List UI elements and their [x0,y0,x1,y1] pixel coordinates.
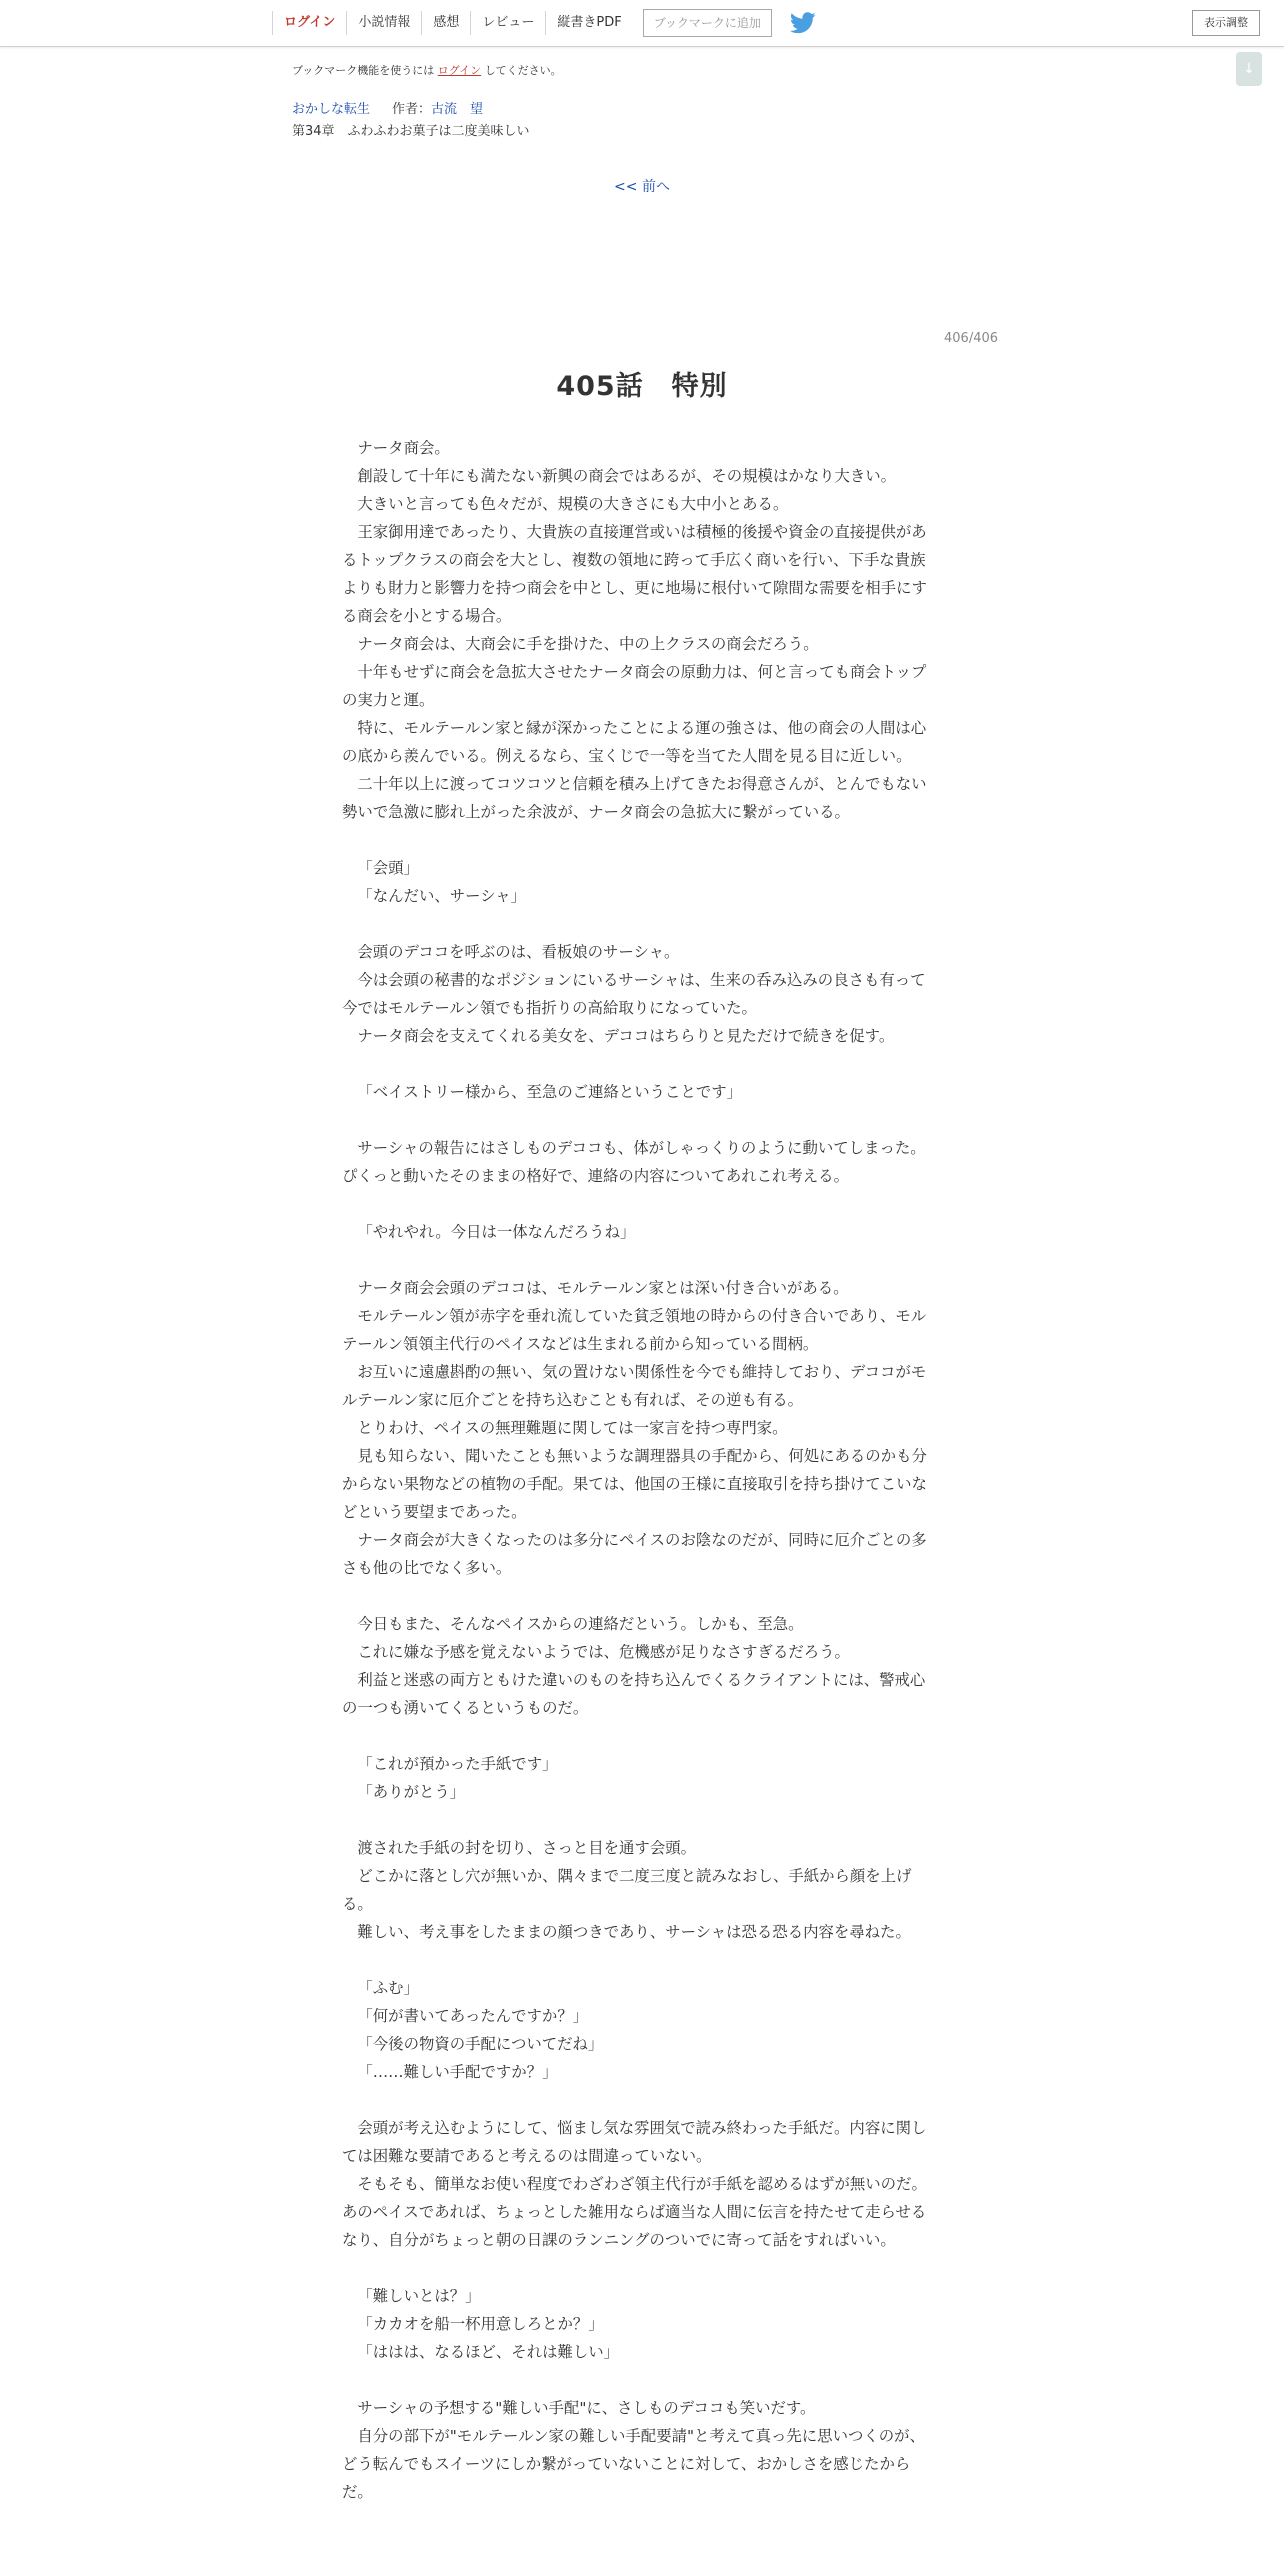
novel-paragraph: サーシャの予想する"難しい手配"に、さしものデココも笑いだす。 [357,2399,816,2417]
novel-paragraph: 会頭が考え込むようにして、悩まし気な雰囲気で読み終わった手紙だ。内容に関しては困難な要請であると考えるのは間違っていない。 [342,2119,927,2165]
blank-line [342,1246,936,1274]
novel-paragraph: 「これが預かった手紙です」 [357,1755,558,1773]
novel-paragraph: ナータ商会は、大商会に手を掛けた、中の上クラスの商会だろう。 [357,635,819,653]
blank-line [342,2366,936,2394]
notice-text-before: ブックマーク機能を使うには [292,64,435,77]
novel-header [292,98,483,117]
novel-paragraph: 大きいと言っても色々だが、規模の大きさにも大中小とある。 [357,495,789,513]
novel-paragraph: 十年もせずに商会を急拡大させたナータ商会の原動力は、何と言っても商会トップの実力と運。 [342,663,927,709]
nav-login-link[interactable]: ログイン [272,11,346,35]
top-navigation-bar [0,0,1284,47]
novel-paragraph: ナータ商会会頭のデココは、モルテールン家とは深い付き合いがある。 [357,1279,849,1297]
blank-line [342,826,936,854]
novel-paragraph: 特に、モルテールン家と縁が深かったことによる運の強さは、他の商会の人間は心の底から羨んでいる。例えるなら、宝くじで一等を当てた人間を見る目に近しい。 [342,719,927,765]
blank-line [342,2254,936,2282]
novel-paragraph: 「ははは、なるほど、それは難しい」 [357,2343,620,2361]
bookmark-login-notice [292,62,562,78]
novel-paragraph: 「ありがとう」 [357,1783,466,1801]
scroll-down-icon[interactable]: ↓ [1236,52,1262,86]
nav-review-link[interactable]: レビュー [470,11,545,35]
novel-paragraph: 自分の部下が"モルテールン家の難しい手配要請"と考えて真っ先に思いつくのが、どう転んでもスイーツにしか繋がっていないことに対して、おかしさを感じたからだ。 [342,2427,925,2501]
novel-paragraph: 創設して十年にも満たない新興の商会ではあるが、その規模はかなり大きい。 [357,467,897,485]
novel-paragraph: 「……難しい手配ですか？」 [357,2063,558,2081]
novel-paragraph: 「ふむ」 [357,1979,419,1997]
page-counter: 406/406 [944,331,999,346]
novel-paragraph: 「ベイストリー様から、至急のご連絡ということです」 [357,1083,743,1101]
novel-paragraph: 見も知らない、聞いたことも無いような調理器具の手配から、何処にあるのかも分からない果物などの植物の手配。果ては、他国の王様に直接取引を持ち掛けてこいなどという要望まであった。 [342,1447,927,1521]
chapter-title: 第34章 ふわふわお菓子は二度美味しい [292,124,530,139]
novel-paragraph: 今は会頭の秘書的なポジションにいるサーシャは、生来の呑み込みの良さも有って今ではモルテールン領でも指折りの高給取りになっていた。 [342,971,926,1017]
novel-paragraph: ナータ商会。 [357,439,450,457]
blank-line [342,1050,936,1078]
nav-pdf-link[interactable]: 縦書きPDF [545,11,632,35]
novel-paragraph: 「やれやれ。今日は一体なんだろうね」 [357,1223,636,1241]
novel-paragraph: 会頭のデココを呼ぶのは、看板娘のサーシャ。 [357,943,680,961]
author-label: 作者： [392,102,432,117]
novel-paragraph: お互いに遠慮斟酌の無い、気の置けない関係性を今でも維持しており、デココがモルテールン家に厄介ごとを持ち込むことも有れば、その逆も有る。 [342,1363,927,1409]
novel-paragraph: 渡された手紙の封を切り、さっと目を通す会頭。 [357,1839,696,1857]
novel-paragraph: どこかに落とし穴が無いか、隅々まで二度三度と読みなおし、手紙から顔を上げる。 [342,1867,912,1913]
novel-paragraph: サーシャの報告にはさしものデココも、体がしゃっくりのように動いてしまった。ぴくっと動いたそのままの格好で、連絡の内容についてあれこれ考える。 [342,1139,926,1185]
novel-title-link[interactable]: おかしな転生 [292,102,371,117]
novel-paragraph: 難しい、考え事をしたままの顔つきであり、サーシャは恐る恐る内容を尋ねた。 [357,1923,911,1941]
blank-line [342,1106,936,1134]
blank-line [342,1722,936,1750]
novel-paragraph: 利益と迷惑の両方ともけた違いのものを持ち込んでくるクライアントには、警戒心の一つも湧いてくるというものだ。 [342,1671,926,1717]
episode-title: 405話 特別 [556,371,728,402]
twitter-icon[interactable] [790,12,816,34]
novel-paragraph: ナータ商会を支えてくれる美女を、デココはちらりと見ただけで続きを促す。 [357,1027,895,1045]
novel-paragraph: ナータ商会が大きくなったのは多分にペイスのお陰なのだが、同時に厄介ごとの多さも他の比でなく多い。 [342,1531,927,1577]
novel-paragraph: 「何が書いてあったんですか？」 [357,2007,589,2025]
novel-paragraph: 二十年以上に渡ってコツコツと信頼を積み上げてきたお得意さんが、とんでもない勢いで急激に膨れ上がった余波が、ナータ商会の急拡大に繋がっている。 [342,775,927,821]
notice-login-link[interactable]: ログイン [437,64,482,77]
previous-page-link[interactable]: << 前へ [614,179,670,195]
nav-novel-info-link[interactable]: 小説情報 [346,11,421,35]
display-settings-button[interactable]: 表示調整 [1192,10,1260,36]
novel-paragraph: 王家御用達であったり、大貴族の直接運営或いは積極的後援や資金の直接提供があるトップクラスの商会を大とし、複数の領地に跨って手広く商いを行い、下手な貴族よりも財力と影響力を持つ商会を中とし、更に地場に根付いて隙間な需要を相手にする商会を小とする場合。 [342,523,927,625]
author-link[interactable]: 古流 望 [431,102,484,117]
nav-menu [272,0,816,46]
novel-paragraph: 「今後の物資の手配についてだね」 [357,2035,604,2053]
blank-line [342,1190,936,1218]
novel-paragraph: これに嫌な予感を覚えないようでは、危機感が足りなさすぎるだろう。 [357,1643,850,1661]
blank-line [342,2086,936,2114]
novel-paragraph: とりわけ、ペイスの無理難題に関しては一家言を持つ専門家。 [357,1419,788,1437]
novel-paragraph: 「カカオを船一杯用意しろとか？」 [357,2315,604,2333]
notice-text-after: してください。 [484,64,562,77]
blank-line [342,910,936,938]
blank-line [342,1806,936,1834]
blank-line [342,1582,936,1610]
novel-body-text [342,434,936,2506]
nav-impressions-link[interactable]: 感想 [421,11,470,35]
novel-paragraph: 「難しいとは？」 [357,2287,481,2305]
novel-paragraph: 「会頭」 [357,859,419,877]
add-bookmark-button[interactable]: ブックマークに追加 [643,9,772,37]
novel-paragraph: そもそも、簡単なお使い程度でわざわざ領主代行が手紙を認めるはずが無いのだ。あのペイスであれば、ちょっとした雑用ならば適当な人間に伝言を持たせて走らせるなり、自分がちょっと朝の日課のランニングのついでに寄って話をすればいい。 [342,2175,927,2249]
novel-paragraph: 今日もまた、そんなペイスからの連絡だという。しかも、至急。 [357,1615,804,1633]
novel-paragraph: 「なんだい、サーシャ」 [357,887,527,905]
blank-line [342,1946,936,1974]
novel-paragraph: モルテールン領が赤字を垂れ流していた貧乏領地の時からの付き合いであり、モルテールン領領主代行のペイスなどは生まれる前から知っている間柄。 [342,1307,927,1353]
